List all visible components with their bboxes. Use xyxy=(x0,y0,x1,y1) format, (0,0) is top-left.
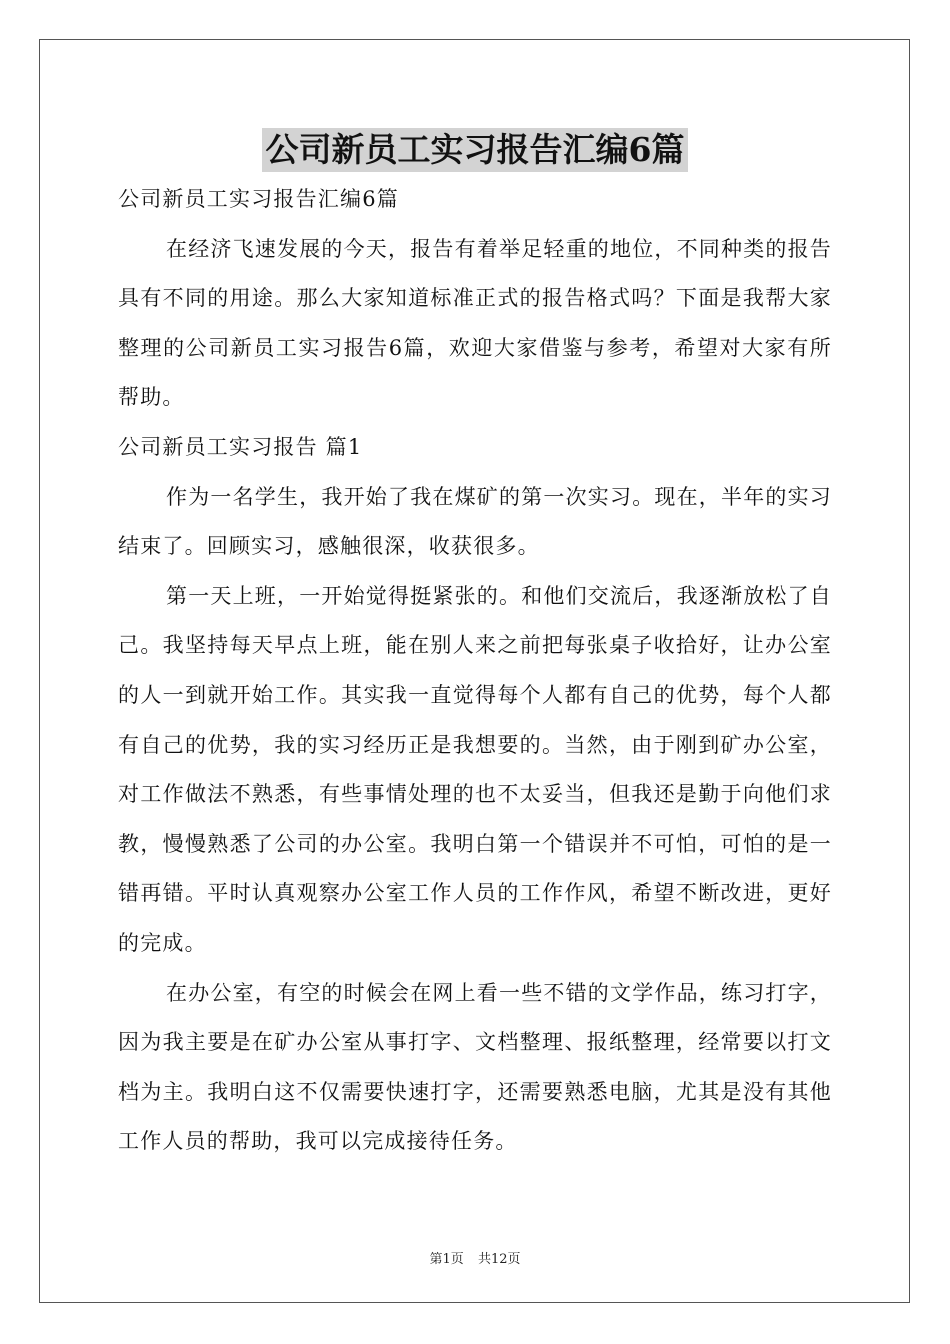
intro-paragraph: 在经济飞速发展的今天，报告有着举足轻重的地位，不同种类的报告具有不同的用途。那么大家知道标准正式的报告格式吗？下面是我帮大家整理的公司新员工实习报告6篇，欢迎大家借鉴与参考，希望对大家有所帮助。 xyxy=(118,236,832,410)
body-paragraph: 在办公室，有空的时候会在网上看一些不错的文学作品，练习打字，因为我主要是在矿办公室从事打字、文档整理、报纸整理，经常要以打文档为主。我明白这不仅需要快速打字，还需要熟悉电脑，尤其是没有其他工作人员的帮助，我可以完成接待任务。 xyxy=(118,980,832,1154)
title-container xyxy=(0,128,950,172)
document-body xyxy=(118,175,832,1167)
body-paragraph: 作为一名学生，我开始了我在煤矿的第一次实习。现在，半年的实习结束了。回顾实习，感触很深，收获很多。 xyxy=(118,484,832,559)
document-title: 公司新员工实习报告汇编6篇 xyxy=(262,128,689,172)
section-heading: 公司新员工实习报告 篇1 xyxy=(118,434,363,459)
page-total: 共12页 xyxy=(477,1252,521,1267)
page-number: 第1页 xyxy=(429,1252,464,1267)
page-footer xyxy=(0,1248,950,1267)
subtitle-line: 公司新员工实习报告汇编6篇 xyxy=(118,187,399,211)
body-paragraph: 第一天上班，一开始觉得挺紧张的。和他们交流后，我逐渐放松了自己。我坚持每天早点上班，能在别人来之前把每张桌子收拾好，让办公室的人一到就开始工作。其实我一直觉得每个人都有自己的优势，每个人都有自己的优势，我的实习经历正是我想要的。当然，由于刚到矿办公室，对工作做法不熟悉，有些事情处理的也不太妥当，但我还是勤于向他们求教，慢慢熟悉了公司的办公室。我明白第一个错误并不可怕，可怕的是一错再错。平时认真观察办公室工作人员的工作作风，希望不断改进，更好的完成。 xyxy=(118,583,832,955)
